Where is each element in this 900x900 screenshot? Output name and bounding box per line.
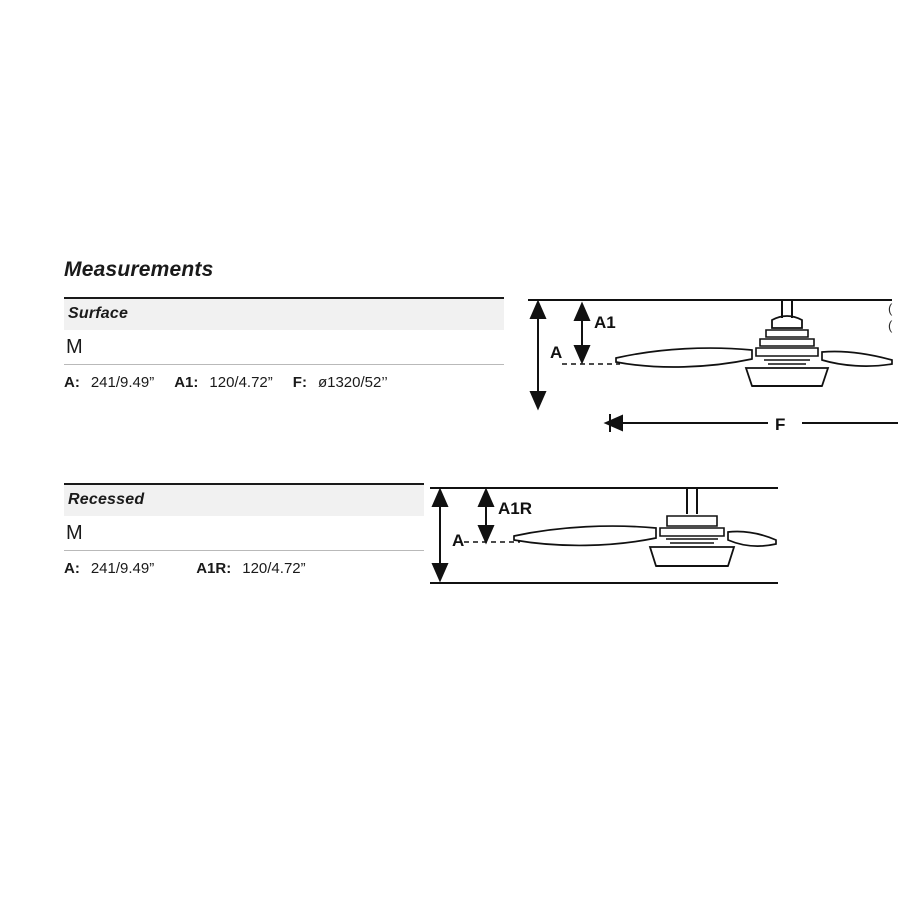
dimension-a1-label: A1: bbox=[174, 374, 199, 391]
recessed-mount-diagram bbox=[424, 478, 784, 608]
recessed-section-header bbox=[64, 485, 424, 516]
page-title: Measurements bbox=[64, 258, 214, 281]
edge-mark-line-1: ( bbox=[888, 301, 893, 316]
surface-section-header bbox=[64, 299, 504, 330]
svg-text:F: F bbox=[775, 415, 786, 434]
surface-section-header-label: Surface bbox=[68, 305, 129, 322]
recessed-dimensions-row bbox=[64, 551, 424, 577]
dimension-a-label: A: bbox=[64, 374, 80, 391]
dimension-a1-value: 120/4.72” bbox=[209, 374, 273, 391]
dimension-a-label: A: bbox=[64, 560, 80, 577]
surface-mount-diagram bbox=[520, 290, 900, 450]
edge-mark-line-2: ( bbox=[888, 318, 893, 333]
dimension-a1r-value: 120/4.72” bbox=[242, 560, 306, 577]
surface-dimensions-row bbox=[64, 365, 504, 391]
svg-text:A1R: A1R bbox=[498, 499, 533, 518]
recessed-model-label: M bbox=[64, 516, 424, 551]
dimension-a1r-label: A1R: bbox=[196, 560, 232, 577]
dimension-f-value: ø1320/52’’ bbox=[317, 374, 388, 391]
svg-text:A: A bbox=[550, 343, 563, 362]
dimension-f-label: F: bbox=[292, 374, 307, 391]
surface-measurements-section bbox=[64, 297, 504, 391]
dimension-a1 bbox=[174, 374, 273, 391]
svg-text:A1: A1 bbox=[594, 313, 616, 332]
dimension-a bbox=[64, 374, 154, 391]
surface-model-label: M bbox=[64, 330, 504, 365]
svg-text:A: A bbox=[452, 531, 465, 550]
dimension-f bbox=[293, 374, 388, 391]
recessed-section-header-label: Recessed bbox=[68, 491, 145, 508]
dimension-a-value: 241/9.49” bbox=[90, 374, 155, 391]
recessed-measurements-section bbox=[64, 483, 424, 577]
dimension-a-value: 241/9.49” bbox=[90, 560, 155, 577]
dimension-a bbox=[64, 560, 154, 577]
page-edge-marks bbox=[888, 300, 892, 334]
dimension-a1r bbox=[196, 560, 305, 577]
